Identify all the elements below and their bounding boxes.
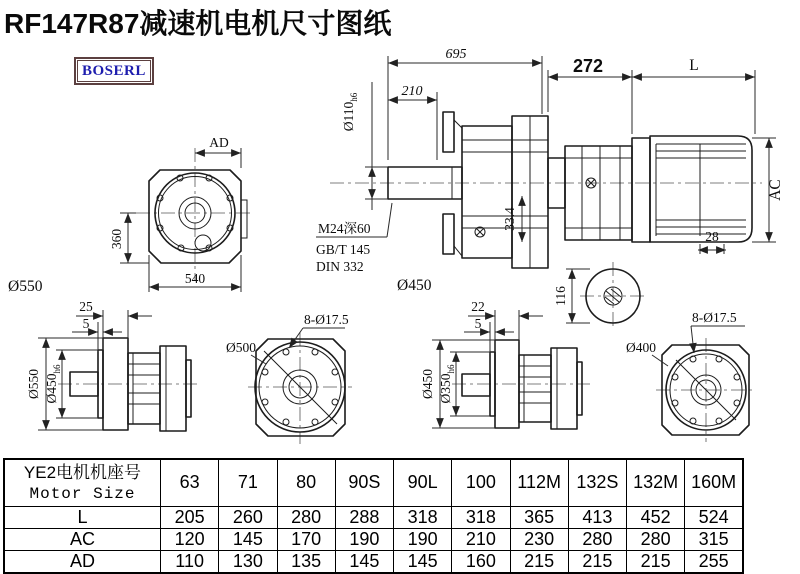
row-label: AC [4,528,161,550]
bolt-circle-view-400 [626,310,756,442]
dim-33-4-label: 33.4 [502,207,517,231]
dim-d550-label: Ø550 [8,278,43,295]
dim-540-label: 540 [184,271,206,286]
table-cell: 170 [277,528,335,550]
table-cell: 318 [452,506,510,528]
dim-od-400-label: Ø400 [626,340,656,355]
table-cell: 230 [510,528,568,550]
dim-116-label: 116 [553,286,568,306]
table-cell: 280 [277,506,335,528]
col-header: 160M [685,459,743,506]
table-header-en: Motor Size [29,484,136,503]
table-cell: 130 [219,550,277,573]
table-cell: 110 [161,550,219,573]
dim-holes-label-2: 8-Ø17.5 [692,310,737,325]
table-cell: 452 [627,506,685,528]
reducer-side-view [316,47,560,294]
dim-360-label: 360 [109,228,124,250]
table-cell: 215 [510,550,568,573]
col-header: 112M [510,459,568,506]
table-row-ac [4,528,743,550]
col-header: 90S [335,459,393,506]
col-header: 71 [219,459,277,506]
thread-std1-label: GB/T 145 [316,242,371,257]
dim-spigot-450-label: $Ø450_{h6}$ [44,364,62,404]
dim-holes-label-1: 8-Ø17.5 [304,312,349,327]
row-label: AD [4,550,161,573]
dim-5-label-1: 5 [82,316,90,331]
col-header: 80 [277,459,335,506]
dim-od-550-label: Ø550 [26,369,41,399]
table-cell: 280 [627,528,685,550]
gearbox-front-view [8,135,254,295]
table-cell: 413 [568,506,626,528]
motor-side-view [548,56,784,330]
table-cell: 215 [627,550,685,573]
table-cell: 318 [394,506,452,528]
boserl-logo-text: BOSERL [82,63,146,79]
table-cell: 145 [394,550,452,573]
table-cell: 315 [685,528,743,550]
table-cell: 365 [510,506,568,528]
col-header: 132M [627,459,685,506]
dim-od-450-label: Ø450 [420,369,435,399]
table-cell: 524 [685,506,743,528]
dim-5-label-2: 5 [474,316,482,331]
table-cell: 210 [452,528,510,550]
table-header-title [4,459,161,506]
table-cell: 255 [685,550,743,573]
table-cell: 145 [219,528,277,550]
dim-695-label: 695 [445,47,467,62]
table-cell: 190 [335,528,393,550]
table-cell: 190 [394,528,452,550]
table-cell: 260 [219,506,277,528]
col-header: 132S [568,459,626,506]
table-cell: 215 [568,550,626,573]
table-cell: 145 [335,550,393,573]
flange-side-view-450 [420,299,590,429]
table-header-cn: YE2电机机座号 [23,462,142,482]
thread-std2-label: DIN 332 [316,259,364,274]
page-title: RF147R87减速机电机尺寸图纸 [4,8,392,39]
table-cell: 135 [277,550,335,573]
dim-l-label: L [689,57,699,74]
thread-note-label: M24深60 [318,221,371,236]
dim-spigot-350-label: $Ø350_{h6}$ [438,364,456,404]
dim-25-label: 25 [79,299,93,314]
table-header-row [4,459,743,506]
table-cell: 280 [568,528,626,550]
col-header: 63 [161,459,219,506]
dim-210-label: 210 [401,84,423,99]
table-row-ad [4,550,743,573]
dim-22-label: 22 [471,299,485,314]
dim-ad-label: AD [209,135,229,150]
dim-ac-label: AC [767,179,784,201]
dim-od-500-label: Ø500 [226,340,256,355]
row-label: L [4,506,161,528]
col-header: 100 [452,459,510,506]
bolt-circle-view-500 [226,312,352,444]
table-cell: 120 [161,528,219,550]
dim-272-label: 272 [572,56,604,76]
col-header: 90L [394,459,452,506]
table-row-l [4,506,743,528]
flange-side-view-550 [26,299,198,431]
motor-size-table [3,458,744,574]
table-cell: 288 [335,506,393,528]
table-cell: 205 [161,506,219,528]
dim-shaft-dia-label: $Ø110_{h6}$ [341,92,359,132]
table-cell: 160 [452,550,510,573]
dim-d450-label: Ø450 [397,277,432,294]
dim-28-label: 28 [705,229,719,244]
